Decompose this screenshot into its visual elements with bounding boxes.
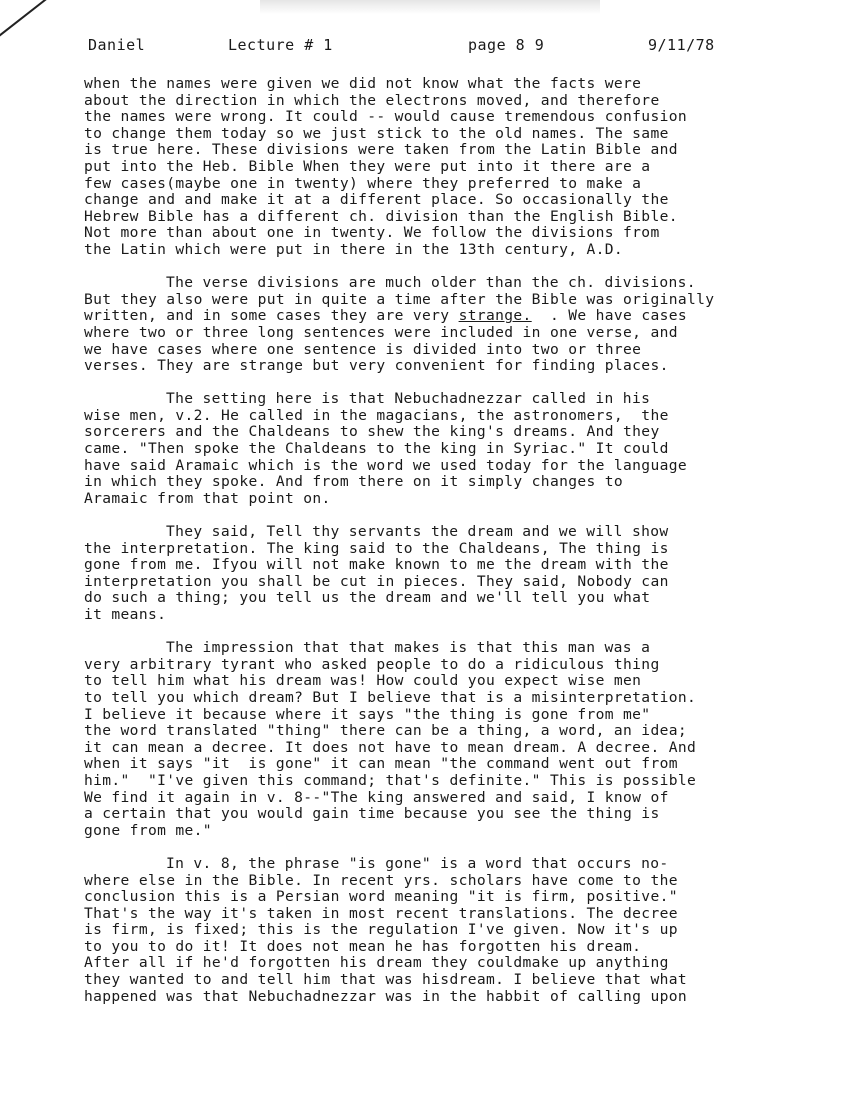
text-line: put into the Heb. Bible When they were put into it there are a xyxy=(84,157,651,175)
text-line: the Latin which were put in there in the 13th century, A.D. xyxy=(84,240,624,258)
text-line: verses. They are strange but very convenient for finding places. xyxy=(84,357,669,375)
paragraph xyxy=(84,275,784,375)
paragraph xyxy=(84,640,784,839)
text-line: when it says "it is gone" it can mean "the command went out from xyxy=(84,755,678,773)
text-line: have said Aramaic which is the word we used today for the language xyxy=(84,456,687,474)
text-line: it can mean a decree. It does not have to mean dream. A decree. And xyxy=(84,738,697,756)
text-line: few cases(maybe one in twenty) where they preferred to make a xyxy=(84,174,642,192)
text-line: to tell him what his dream was! How could you expect wise men xyxy=(84,672,642,690)
text-line: written, and in some cases they are very strange. . We have cases xyxy=(84,307,688,325)
text-line: it means. xyxy=(84,606,167,623)
header-page-number: page 8 9 xyxy=(468,36,545,54)
text-line: is true here. These divisions were taken from the Latin Bible and xyxy=(84,141,678,159)
paragraph xyxy=(84,524,784,624)
text-line: The verse divisions are much older than the ch. divisions. xyxy=(166,274,696,292)
text-line: to tell you which dream? But I believe that is a misinterpretation. xyxy=(84,688,697,706)
text-line: happened was that Nebuchadnezzar was in the habbit of calling upon xyxy=(84,987,687,1005)
text-line: in which they spoke. And from there on it simply changes to xyxy=(84,473,624,491)
text-line: came. "Then spoke the Chaldeans to the king in Syriac." It could xyxy=(84,440,669,458)
paragraph xyxy=(84,856,784,1005)
text-line: conclusion this is a Persian word meaning "it is firm, positive." xyxy=(84,888,678,906)
text-line: In v. 8, the phrase "is gone" is a word that occurs no- xyxy=(166,854,669,872)
text-line: a certain that you would gain time because you see the thing is xyxy=(84,805,660,823)
text-line: the interpretation. The king said to the Chaldeans, The thing is xyxy=(84,539,669,557)
text-line: we have cases where one sentence is divided into two or three xyxy=(84,340,642,358)
header-lecture: Lecture # 1 xyxy=(228,36,333,54)
text-line: We find it again in v. 8--"The king answered and said, I know of xyxy=(84,788,669,806)
text-line: to change them today so we just stick to the old names. The same xyxy=(84,124,669,142)
text-line: is firm, is fixed; this is the regulation I've given. Now it's up xyxy=(84,921,678,939)
text-line: gone from me. Ifyou will not make known to me the dream with the xyxy=(84,556,669,574)
text-line: where two or three long sentences were included in one verse, and xyxy=(84,323,678,341)
text-line: The impression that that makes is that this man was a xyxy=(166,639,651,657)
text-line: the names were wrong. It could -- would cause tremendous confusion xyxy=(84,108,687,126)
text-line: gone from me." xyxy=(84,821,212,839)
text-line: That's the way it's taken in most recent translations. The decree xyxy=(84,904,678,922)
text-line: Aramaic from that point on. xyxy=(84,489,331,507)
paragraph xyxy=(84,76,784,259)
header-book: Daniel xyxy=(88,36,146,54)
text-line: do such a thing; you tell us the dream and we'll tell you what xyxy=(84,589,651,607)
text-line: the word translated "thing" there can be a thing, a word, an idea; xyxy=(84,722,687,740)
paragraph xyxy=(84,391,784,507)
text-line: I believe it because where it says "the thing is gone from me" xyxy=(84,705,651,723)
text-line: Hebrew Bible has a different ch. division than the English Bible. xyxy=(84,207,678,225)
text-line: when the names were given we did not know what the facts were xyxy=(84,75,642,92)
text-line: But they also were put in quite a time after the Bible was originally xyxy=(84,290,715,308)
text-line: where else in the Bible. In recent yrs. scholars have come to the xyxy=(84,871,678,889)
text-line: sorcerers and the Chaldeans to shew the king's dreams. And they xyxy=(84,423,660,441)
text-line: change and and make it at a different place. So occasionally the xyxy=(84,191,669,209)
scan-smudge xyxy=(260,0,600,14)
text-line: wise men, v.2. He called in the magacians, the astronomers, the xyxy=(84,406,669,424)
text-line: They said, Tell thy servants the dream and we will show xyxy=(166,523,669,541)
text-line: to you to do it! It does not mean he has forgotten his dream. xyxy=(84,937,642,955)
header-date: 9/11/78 xyxy=(648,36,715,54)
text-line: they wanted to and tell him that was hisdream. I believe that what xyxy=(84,971,687,989)
text-line: The setting here is that Nebuchadnezzar called in his xyxy=(166,390,651,408)
text-line: him." "I've given this command; that's definite." This is possible xyxy=(84,771,697,789)
text-line: very arbitrary tyrant who asked people to do a ridiculous thing xyxy=(84,655,660,673)
page-header xyxy=(88,36,733,58)
text-line: interpretation you shall be cut in pieces. They said, Nobody can xyxy=(84,572,669,590)
document-body xyxy=(84,76,784,1022)
text-line: Not more than about one in twenty. We follow the divisions from xyxy=(84,224,660,242)
text-line: After all if he'd forgotten his dream they couldmake up anything xyxy=(84,954,669,972)
text-line: about the direction in which the electrons moved, and therefore xyxy=(84,91,660,109)
